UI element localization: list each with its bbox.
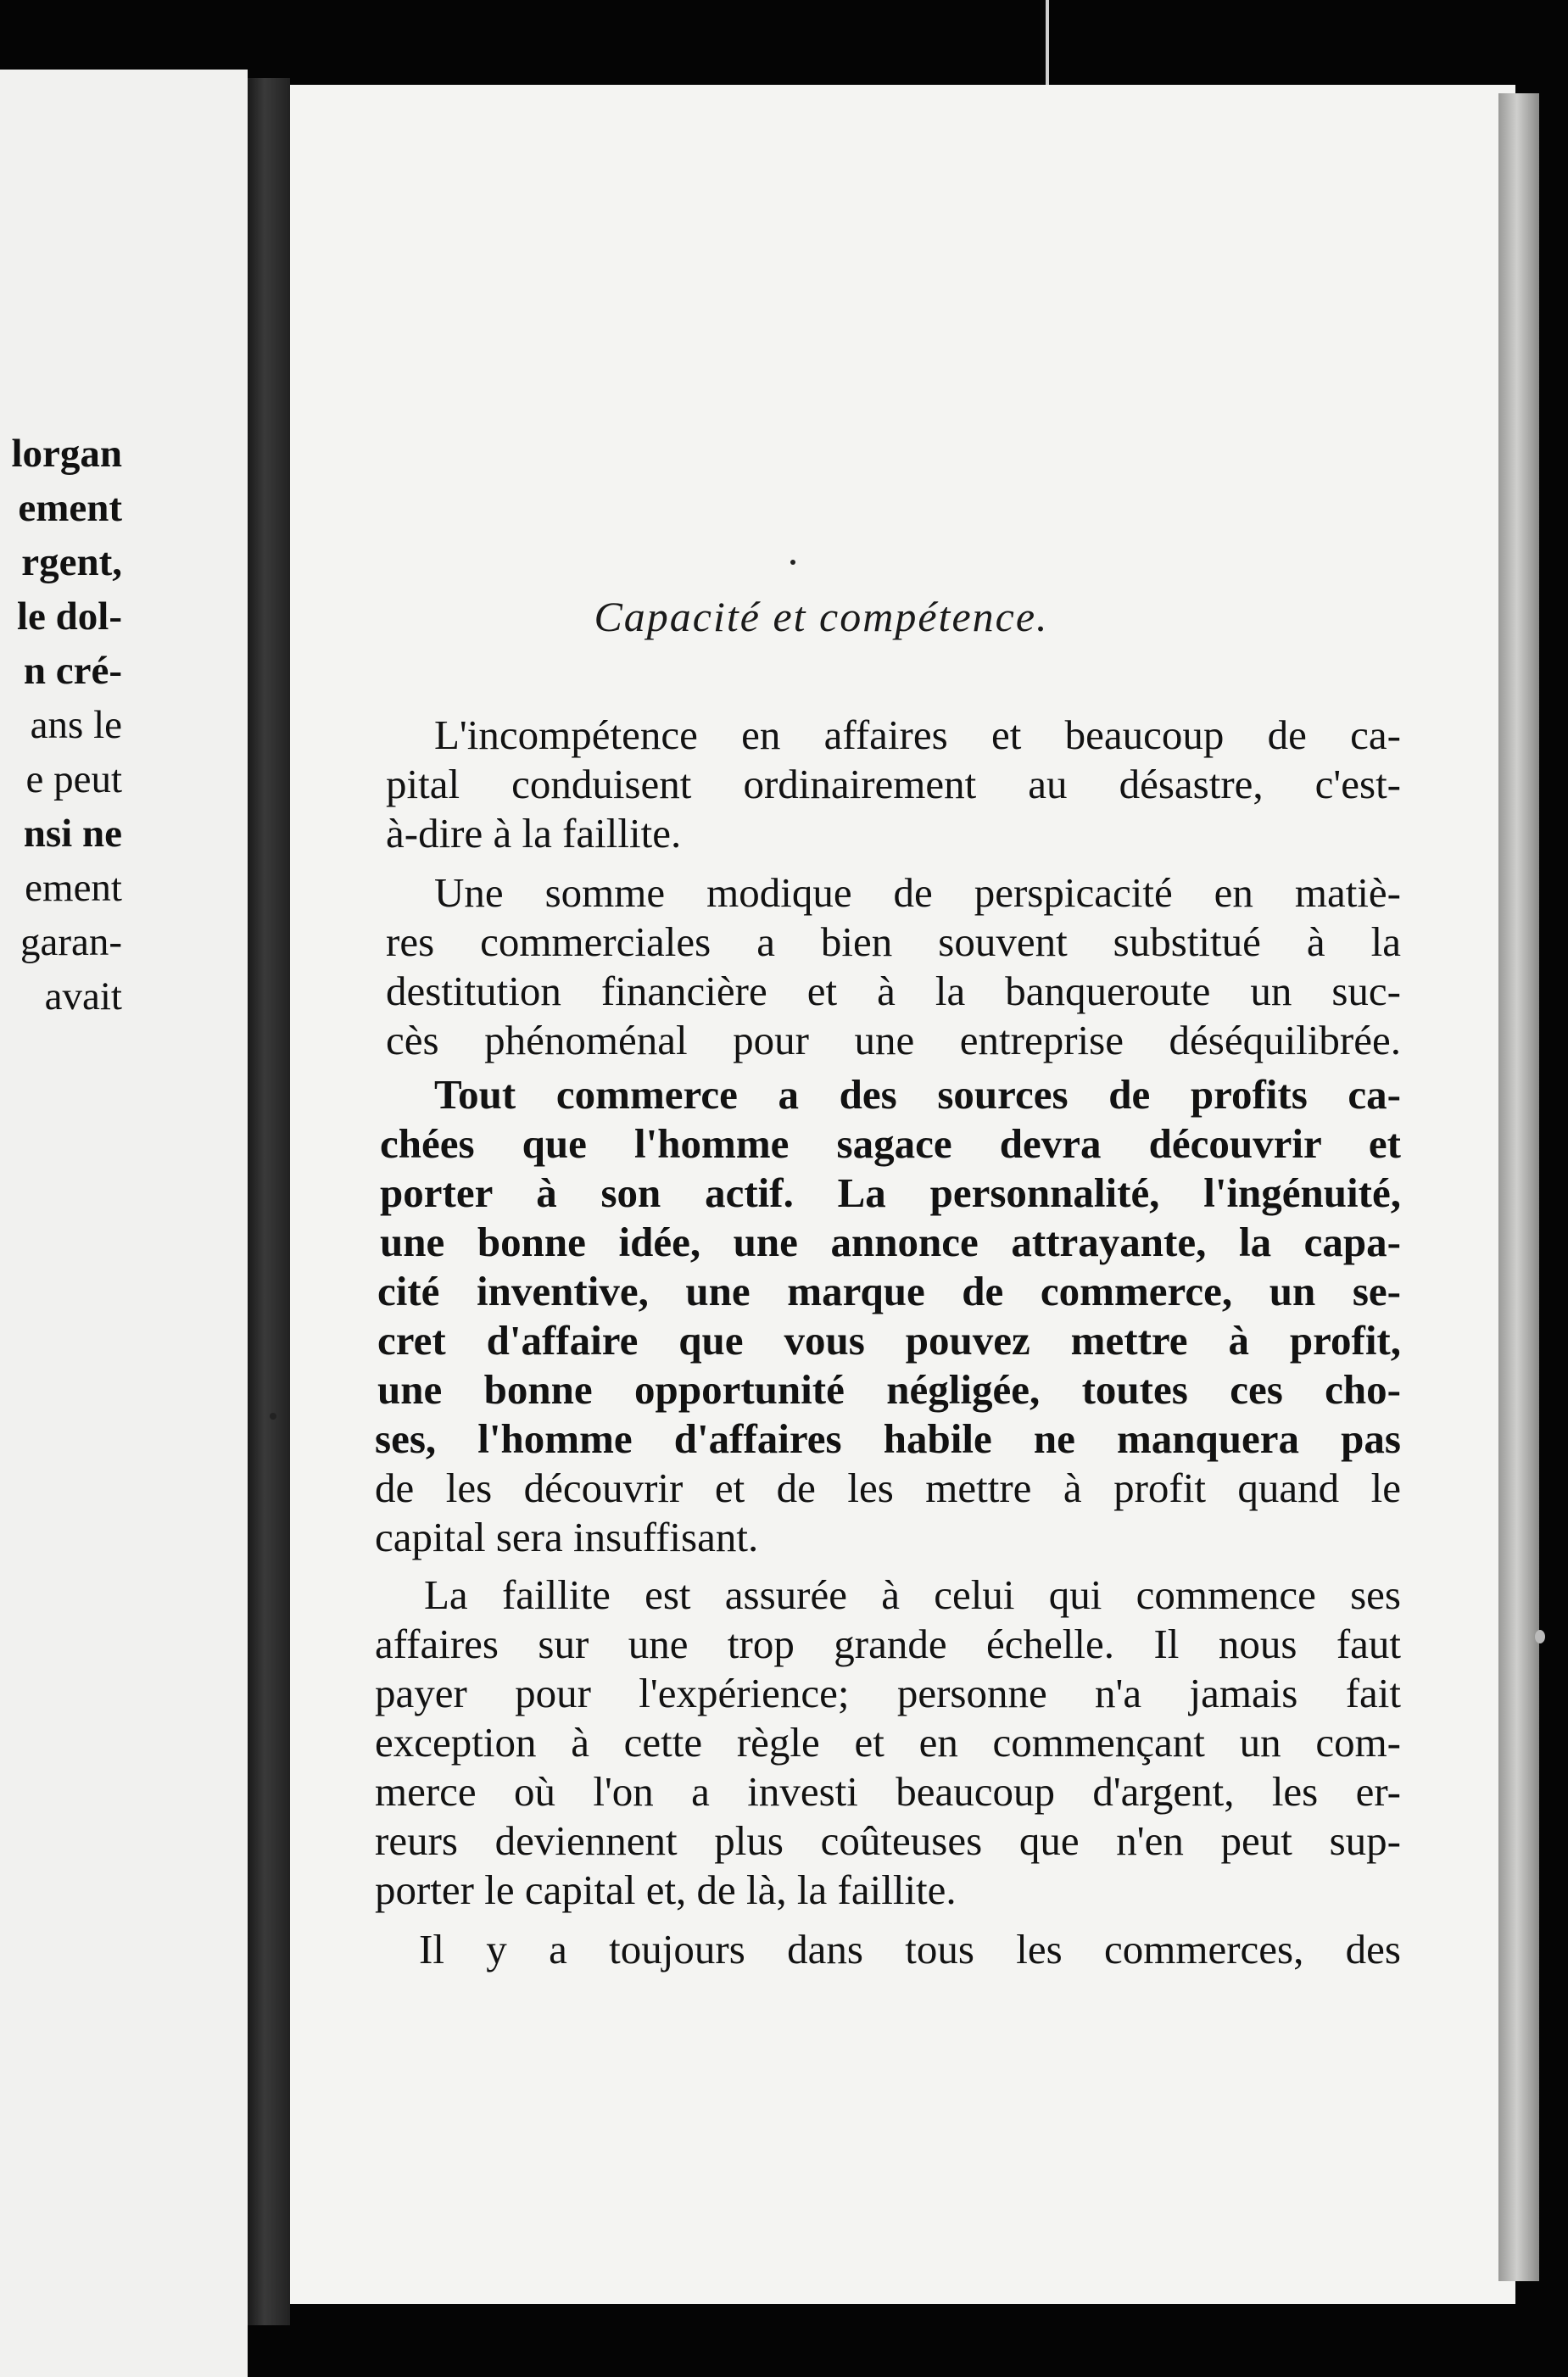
ink-speck [1535,1630,1545,1643]
text-line: destitution financière et à la banqueroute un suc- [386,968,1401,1014]
text-line: pital conduisent ordinairement au désastre, c'est- [386,761,1401,807]
text-line: Tout commerce a des sources de profits ca- [434,1071,1401,1118]
text-line: ses, l'homme d'affaires habile ne manquera pas [375,1415,1401,1462]
left-page-line: le dol- [16,594,122,639]
left-page [0,70,248,2377]
left-page-line: ement [25,866,122,910]
text-line: L'incompétence en affaires et beaucoup de ca- [434,711,1401,758]
text-line: Il y a toujours dans tous les commerces, des [419,1926,1401,1972]
text-line: reurs deviennent plus coûteuses que n'en peut sup- [375,1817,1401,1864]
left-page-line: nsi ne [23,812,122,856]
text-line: à-dire à la faillite. [386,810,682,857]
page-title: Capacité et compétence. [594,593,1049,640]
page-edge [1498,93,1539,2281]
text-line: chées que l'homme sagace devra découvrir et [380,1120,1401,1167]
text-line: cès phénoménal pour une entreprise déséquilibrée. [386,1017,1401,1063]
text-line: payer pour l'expérience; personne n'a jamais fait [375,1670,1401,1716]
text-line: capital sera insuffisant. [375,1514,759,1560]
ink-speck [790,560,795,565]
left-page-line: ans le [30,703,122,747]
text-line: La faillite est assurée à celui qui commence ses [424,1571,1401,1618]
ink-speck [270,1413,276,1420]
text-line: exception à cette règle et en commençant un com- [375,1719,1401,1766]
left-page-line: avait [44,974,122,1018]
text-line: res commerciales a bien souvent substitué à la [386,918,1401,965]
text-line: porter le capital et, de là, la faillite. [375,1866,957,1913]
text-line: affaires sur une trop grande échelle. Il nous faut [375,1621,1401,1667]
left-page-line: n cré- [23,649,122,693]
text-line: merce où l'on a investi beaucoup d'argent, les er- [375,1768,1401,1815]
text-line: porter à son actif. La personnalité, l'ingénuité, [380,1169,1401,1216]
text-line: de les découvrir et de les mettre à profit quand le [375,1465,1401,1511]
left-page-line: garan- [20,920,122,964]
left-page-line: lorgan [11,432,122,476]
text-line: une bonne opportunité négligée, toutes ces cho- [377,1366,1401,1413]
book-gutter [248,78,290,2325]
text-line: Une somme modique de perspicacité en matiè- [434,869,1401,916]
text-line: une bonne idée, une annonce attrayante, la capa- [380,1219,1401,1265]
left-page-line: ement [18,486,122,530]
text-line: cité inventive, une marque de commerce, un se- [377,1268,1401,1314]
left-page-line: e peut [25,757,122,801]
text-line: cret d'affaire que vous pouvez mettre à profit, [377,1317,1401,1364]
left-page-line: rgent, [21,540,122,584]
